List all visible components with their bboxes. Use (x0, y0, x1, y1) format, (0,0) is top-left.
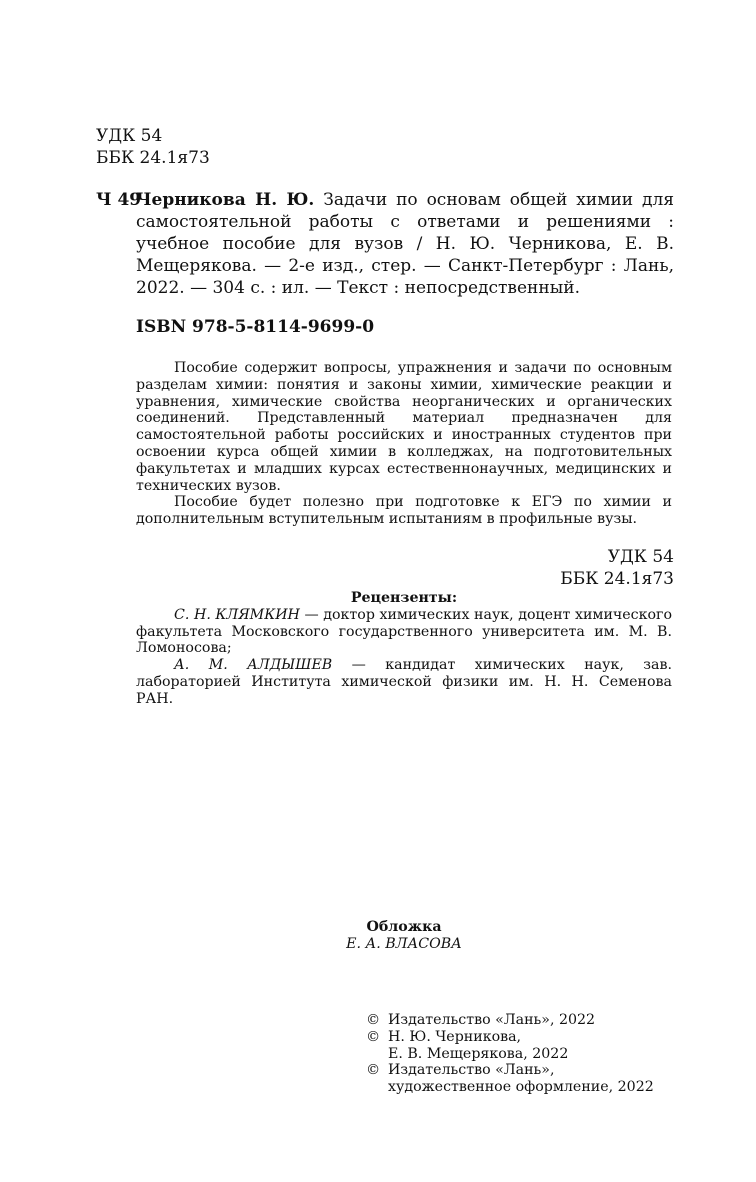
isbn: ISBN 978-5-8114-9699-0 (136, 317, 375, 337)
bbk-code: ББК 24.1я73 (560, 569, 674, 589)
author-names: Черникова Н. Ю. (136, 190, 315, 210)
copyright-text: художественное оформление, 2022 (388, 1079, 654, 1096)
copyright-icon: © (366, 1028, 381, 1045)
bibliographic-description (136, 189, 674, 299)
reviewer-credentials: — кандидат химических наук, зав. лабораторией Института химической физики им. Н. Н. Семенова РАН. (136, 657, 672, 707)
abstract-paragraph: Пособие содержит вопросы, упражнения и задачи по основным разделам химии: понятия и законы химии, химические реакции и уравнения, химические свойства неорганических и органических соединений. Представленный материал предназначен для самостоятельной работы российских и иностранных студентов при освоении курса общей химии в колледжах, на подготовительных факультетах и младших курсах естественнонаучных, медицинских и технических вузов. (136, 360, 672, 494)
udk-code: УДК 54 (96, 126, 163, 146)
reviewers-title: Рецензенты: (350, 590, 458, 606)
reviewer-entry (136, 607, 672, 657)
copyright-text: Е. В. Мещерякова, 2022 (388, 1045, 569, 1062)
reviewer-credentials: — доктор химических наук, доцент химического факультета Московского государственного университета им. М. В. Ломоносова; (136, 606, 673, 657)
bbk-code: ББК 24.1я73 (96, 148, 210, 168)
cover-credit (136, 919, 672, 953)
copyright-icon: © (366, 1012, 381, 1028)
copyright-text: Н. Ю. Черникова, (388, 1028, 522, 1045)
bibliographic-text: Задачи по основам общей химии для самостоятельной работы с ответами и решениями : учебное пособие для вузов / Н. Ю. Черникова, Е. В. Мещерякова. — 2-е изд., стер. — Санкт-Петербург : Лань, 2022. — 304 с. : ил. — Текст : непосредственный. (136, 190, 675, 298)
copyright-line (366, 1046, 654, 1063)
copyright-block (366, 1012, 654, 1096)
cover-designer: Е. А. ВЛАСОВА (346, 935, 462, 952)
copyright-line (366, 1062, 654, 1079)
catalog-code: Ч 49 (96, 190, 142, 210)
copyright-line (366, 1029, 654, 1046)
copyright-text: Издательство «Лань», 2022 (388, 1012, 596, 1028)
copyright-text: Издательство «Лань», (388, 1062, 555, 1079)
abstract (136, 360, 672, 528)
reviewer-entry (136, 657, 672, 707)
copyright-icon: © (366, 1062, 381, 1079)
reviewer-name: А. М. АЛДЫШЕВ (174, 657, 333, 674)
cover-title: Обложка (366, 919, 442, 935)
abstract-paragraph: Пособие будет полезно при подготовке к ЕГЭ по химии и дополнительным вступительным испытаниям в профильные вузы. (136, 494, 672, 528)
copyright-line (366, 1079, 654, 1096)
classification-block-top (96, 125, 210, 169)
classification-block-right (560, 546, 674, 590)
reviewer-name: С. Н. КЛЯМКИН (174, 606, 300, 623)
copyright-line (366, 1012, 654, 1029)
reviewers (136, 590, 672, 708)
udk-code: УДК 54 (607, 547, 674, 567)
